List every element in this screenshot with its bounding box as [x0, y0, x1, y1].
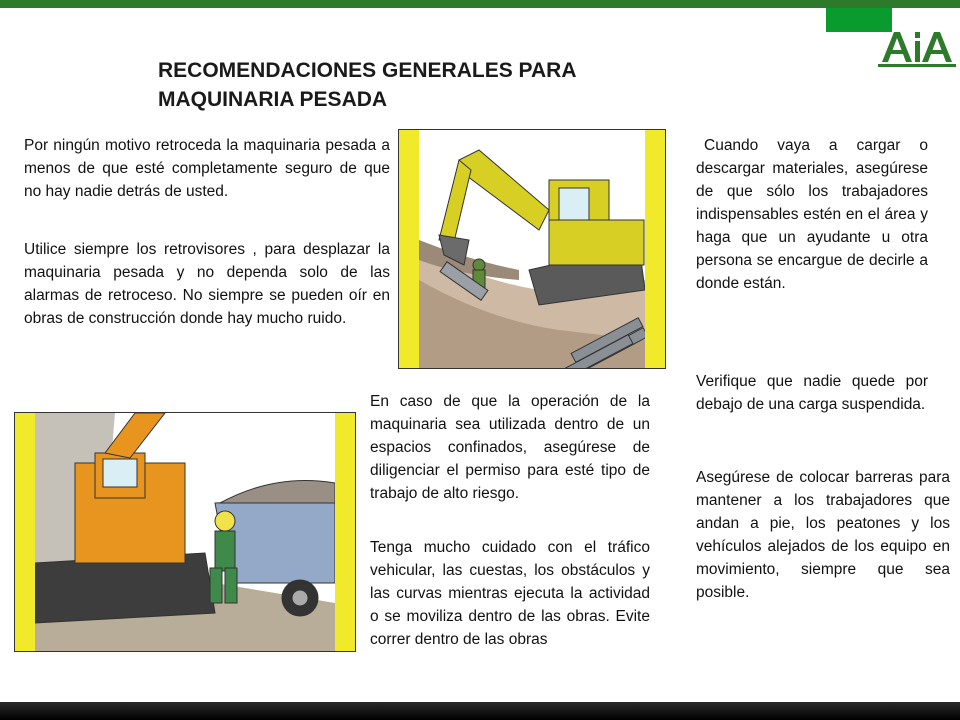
excavator-pipes-illustration [398, 129, 666, 369]
truck-illustration-art [15, 413, 355, 651]
aia-logo [878, 26, 956, 68]
excavator-illustration-art [399, 130, 665, 368]
right-paragraph-2: Verifique que nadie quede por debajo de una carga suspendida. [696, 373, 928, 413]
left-paragraph-1: Por ningún motivo retroceda la maquinaria pesada a menos de que esté completamente seguro de que no hay nadie detrás de usted. [24, 137, 390, 200]
bottom-bar [0, 702, 960, 720]
right-paragraph-3: Asegúrese de colocar barreras para mantener a los trabajadores que andan a pie, los peatones y los vehículos alejados de los equipo en movimiento, siempre que sea posible. [696, 469, 950, 601]
right-paragraph-1: Cuando vaya a cargar o descargar materiales, asegúrese de que sólo los trabajadores indispensables estén en el área y haga que un ayudante u otra persona se encargue de decirle a donde están. [696, 137, 928, 292]
center-paragraph-1: En caso de que la operación de la maquinaria sea utilizada dentro de un espacios confinados, asegúrese de diligenciar el permiso para esté tipo de trabajo de alto riesgo. [370, 393, 650, 502]
excavator-truck-illustration [14, 412, 356, 652]
left-paragraph-2: Utilice siempre los retrovisores , para desplazar la maquinaria pesada y no dependa solo de las alarmas de retroceso. No siempre se pueden oír en obras de construcción donde hay mucho ruido. [24, 241, 390, 327]
center-paragraph-2: Tenga mucho cuidado con el tráfico vehicular, las cuestas, los obstáculos y las curvas mientras ejecuta la actividad o se moviliza dentro de las obras. Evite correr dentro de las obras [370, 539, 650, 648]
title-line-1: RECOMENDACIONES GENERALES PARA [158, 59, 577, 82]
page-title [158, 56, 718, 114]
top-accent-bar [0, 0, 960, 8]
title-line-2: MAQUINARIA PESADA [158, 88, 388, 111]
